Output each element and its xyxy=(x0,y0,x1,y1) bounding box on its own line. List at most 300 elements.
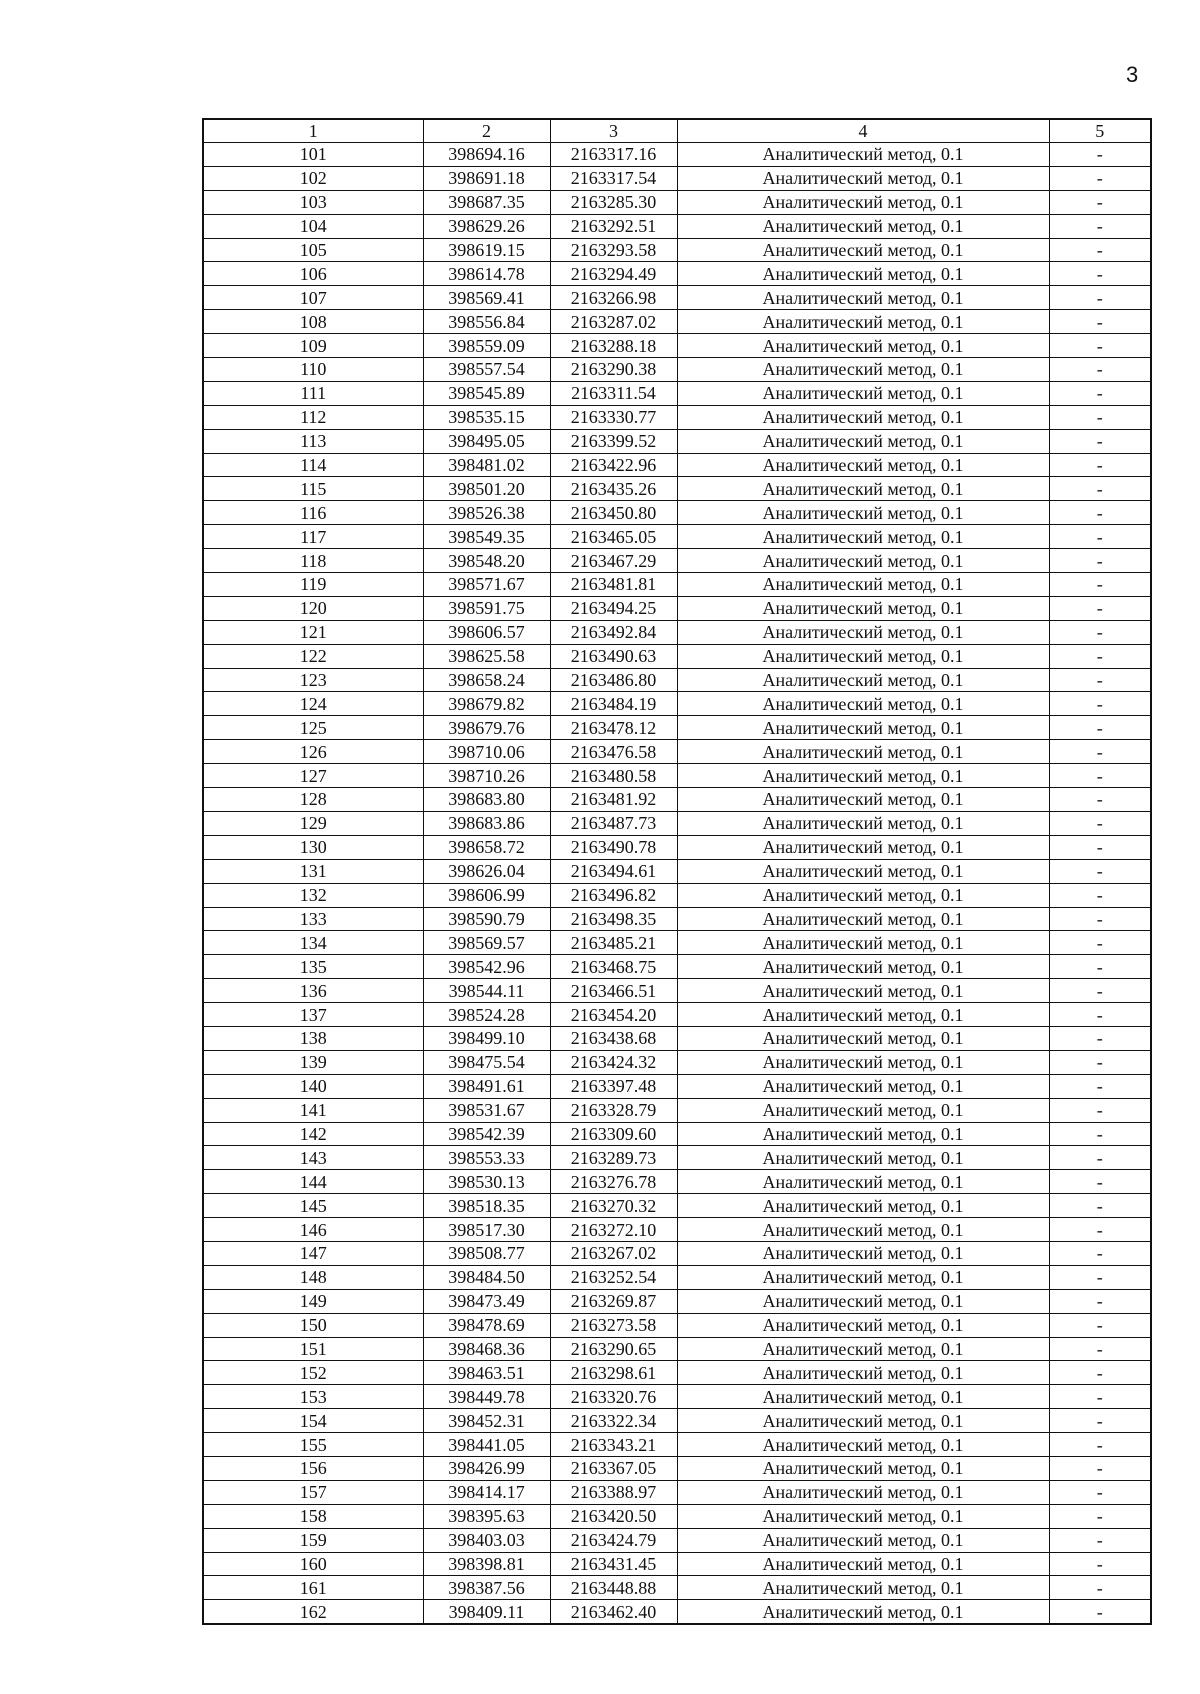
point-number-cell: 115 xyxy=(203,477,423,501)
table-row xyxy=(203,596,1151,620)
x-coordinate-cell: 398387.56 xyxy=(423,1576,550,1600)
table-row xyxy=(203,1265,1151,1289)
table-row xyxy=(203,1433,1151,1457)
table-row xyxy=(203,692,1151,716)
y-coordinate-cell: 2163454.20 xyxy=(550,1003,677,1027)
x-coordinate-cell: 398481.02 xyxy=(423,453,550,477)
note-cell: - xyxy=(1049,429,1151,453)
table-row xyxy=(203,501,1151,525)
x-coordinate-cell: 398484.50 xyxy=(423,1265,550,1289)
point-number-cell: 111 xyxy=(203,381,423,405)
x-coordinate-cell: 398549.35 xyxy=(423,525,550,549)
y-coordinate-cell: 2163450.80 xyxy=(550,501,677,525)
point-number-cell: 132 xyxy=(203,883,423,907)
x-coordinate-cell: 398473.49 xyxy=(423,1289,550,1313)
x-coordinate-cell: 398409.11 xyxy=(423,1600,550,1624)
note-cell: - xyxy=(1049,1456,1151,1480)
method-cell: Аналитический метод, 0.1 xyxy=(677,1504,1049,1528)
x-coordinate-cell: 398606.99 xyxy=(423,883,550,907)
table-row xyxy=(203,811,1151,835)
method-cell: Аналитический метод, 0.1 xyxy=(677,644,1049,668)
note-cell: - xyxy=(1049,979,1151,1003)
method-cell: Аналитический метод, 0.1 xyxy=(677,1600,1049,1624)
point-number-cell: 155 xyxy=(203,1433,423,1457)
table-row xyxy=(203,190,1151,214)
y-coordinate-cell: 2163424.32 xyxy=(550,1050,677,1074)
method-cell: Аналитический метод, 0.1 xyxy=(677,764,1049,788)
table-row xyxy=(203,477,1151,501)
x-coordinate-cell: 398553.33 xyxy=(423,1146,550,1170)
y-coordinate-cell: 2163467.29 xyxy=(550,549,677,573)
method-cell: Аналитический метод, 0.1 xyxy=(677,716,1049,740)
method-cell: Аналитический метод, 0.1 xyxy=(677,1456,1049,1480)
method-cell: Аналитический метод, 0.1 xyxy=(677,835,1049,859)
method-cell: Аналитический метод, 0.1 xyxy=(677,1528,1049,1552)
note-cell: - xyxy=(1049,859,1151,883)
method-cell: Аналитический метод, 0.1 xyxy=(677,166,1049,190)
note-cell: - xyxy=(1049,668,1151,692)
y-coordinate-cell: 2163388.97 xyxy=(550,1480,677,1504)
y-coordinate-cell: 2163468.75 xyxy=(550,955,677,979)
y-coordinate-cell: 2163285.30 xyxy=(550,190,677,214)
y-coordinate-cell: 2163289.73 xyxy=(550,1146,677,1170)
table-row xyxy=(203,1480,1151,1504)
method-cell: Аналитический метод, 0.1 xyxy=(677,740,1049,764)
y-coordinate-cell: 2163496.82 xyxy=(550,883,677,907)
x-coordinate-cell: 398687.35 xyxy=(423,190,550,214)
table-row xyxy=(203,1218,1151,1242)
x-coordinate-cell: 398535.15 xyxy=(423,405,550,429)
point-number-cell: 147 xyxy=(203,1241,423,1265)
method-cell: Аналитический метод, 0.1 xyxy=(677,549,1049,573)
point-number-cell: 160 xyxy=(203,1552,423,1576)
note-cell: - xyxy=(1049,1241,1151,1265)
point-number-cell: 104 xyxy=(203,214,423,238)
y-coordinate-cell: 2163438.68 xyxy=(550,1026,677,1050)
point-number-cell: 120 xyxy=(203,596,423,620)
table-body xyxy=(203,143,1151,1625)
note-cell: - xyxy=(1049,1528,1151,1552)
method-cell: Аналитический метод, 0.1 xyxy=(677,955,1049,979)
method-cell: Аналитический метод, 0.1 xyxy=(677,668,1049,692)
method-cell: Аналитический метод, 0.1 xyxy=(677,358,1049,382)
note-cell: - xyxy=(1049,931,1151,955)
point-number-cell: 101 xyxy=(203,143,423,167)
note-cell: - xyxy=(1049,143,1151,167)
point-number-cell: 131 xyxy=(203,859,423,883)
x-coordinate-cell: 398395.63 xyxy=(423,1504,550,1528)
y-coordinate-cell: 2163476.58 xyxy=(550,740,677,764)
note-cell: - xyxy=(1049,166,1151,190)
note-cell: - xyxy=(1049,262,1151,286)
x-coordinate-cell: 398495.05 xyxy=(423,429,550,453)
x-coordinate-cell: 398468.36 xyxy=(423,1337,550,1361)
y-coordinate-cell: 2163367.05 xyxy=(550,1456,677,1480)
table-row xyxy=(203,143,1151,167)
x-coordinate-cell: 398571.67 xyxy=(423,573,550,597)
table-row xyxy=(203,1600,1151,1624)
table-row xyxy=(203,405,1151,429)
table-row xyxy=(203,262,1151,286)
x-coordinate-cell: 398626.04 xyxy=(423,859,550,883)
table-row xyxy=(203,668,1151,692)
note-cell: - xyxy=(1049,1433,1151,1457)
x-coordinate-cell: 398591.75 xyxy=(423,596,550,620)
table-row xyxy=(203,931,1151,955)
y-coordinate-cell: 2163317.16 xyxy=(550,143,677,167)
x-coordinate-cell: 398441.05 xyxy=(423,1433,550,1457)
point-number-cell: 123 xyxy=(203,668,423,692)
note-cell: - xyxy=(1049,1600,1151,1624)
x-coordinate-cell: 398531.67 xyxy=(423,1098,550,1122)
method-cell: Аналитический метод, 0.1 xyxy=(677,334,1049,358)
y-coordinate-cell: 2163290.65 xyxy=(550,1337,677,1361)
table-row xyxy=(203,1122,1151,1146)
y-coordinate-cell: 2163490.78 xyxy=(550,835,677,859)
method-cell: Аналитический метод, 0.1 xyxy=(677,979,1049,1003)
note-cell: - xyxy=(1049,644,1151,668)
table-row xyxy=(203,1576,1151,1600)
y-coordinate-cell: 2163397.48 xyxy=(550,1074,677,1098)
point-number-cell: 143 xyxy=(203,1146,423,1170)
x-coordinate-cell: 398508.77 xyxy=(423,1241,550,1265)
table-row xyxy=(203,1050,1151,1074)
table-row xyxy=(203,1241,1151,1265)
note-cell: - xyxy=(1049,214,1151,238)
method-cell: Аналитический метод, 0.1 xyxy=(677,1194,1049,1218)
y-coordinate-cell: 2163481.92 xyxy=(550,788,677,812)
y-coordinate-cell: 2163252.54 xyxy=(550,1265,677,1289)
table-row xyxy=(203,764,1151,788)
x-coordinate-cell: 398501.20 xyxy=(423,477,550,501)
point-number-cell: 136 xyxy=(203,979,423,1003)
table-row xyxy=(203,238,1151,262)
table-row xyxy=(203,214,1151,238)
y-coordinate-cell: 2163298.61 xyxy=(550,1361,677,1385)
x-coordinate-cell: 398542.39 xyxy=(423,1122,550,1146)
point-number-cell: 146 xyxy=(203,1218,423,1242)
method-cell: Аналитический метод, 0.1 xyxy=(677,1074,1049,1098)
note-cell: - xyxy=(1049,907,1151,931)
point-number-cell: 121 xyxy=(203,620,423,644)
note-cell: - xyxy=(1049,764,1151,788)
x-coordinate-cell: 398679.82 xyxy=(423,692,550,716)
note-cell: - xyxy=(1049,525,1151,549)
method-cell: Аналитический метод, 0.1 xyxy=(677,1122,1049,1146)
table-row xyxy=(203,1289,1151,1313)
point-number-cell: 103 xyxy=(203,190,423,214)
y-coordinate-cell: 2163273.58 xyxy=(550,1313,677,1337)
point-number-cell: 135 xyxy=(203,955,423,979)
method-cell: Аналитический метод, 0.1 xyxy=(677,1170,1049,1194)
table-row xyxy=(203,1409,1151,1433)
note-cell: - xyxy=(1049,238,1151,262)
method-cell: Аналитический метод, 0.1 xyxy=(677,190,1049,214)
y-coordinate-cell: 2163422.96 xyxy=(550,453,677,477)
method-cell: Аналитический метод, 0.1 xyxy=(677,1313,1049,1337)
y-coordinate-cell: 2163311.54 xyxy=(550,381,677,405)
note-cell: - xyxy=(1049,883,1151,907)
x-coordinate-cell: 398569.57 xyxy=(423,931,550,955)
table-row xyxy=(203,644,1151,668)
note-cell: - xyxy=(1049,1218,1151,1242)
method-cell: Аналитический метод, 0.1 xyxy=(677,573,1049,597)
method-cell: Аналитический метод, 0.1 xyxy=(677,1480,1049,1504)
point-number-cell: 129 xyxy=(203,811,423,835)
point-number-cell: 134 xyxy=(203,931,423,955)
note-cell: - xyxy=(1049,740,1151,764)
table-row xyxy=(203,1003,1151,1027)
note-cell: - xyxy=(1049,1146,1151,1170)
table-row xyxy=(203,310,1151,334)
note-cell: - xyxy=(1049,1576,1151,1600)
x-coordinate-cell: 398614.78 xyxy=(423,262,550,286)
point-number-cell: 139 xyxy=(203,1050,423,1074)
point-number-cell: 119 xyxy=(203,573,423,597)
table-row xyxy=(203,358,1151,382)
point-number-cell: 152 xyxy=(203,1361,423,1385)
point-number-cell: 107 xyxy=(203,286,423,310)
table-row xyxy=(203,1074,1151,1098)
note-cell: - xyxy=(1049,286,1151,310)
point-number-cell: 118 xyxy=(203,549,423,573)
table-row xyxy=(203,1337,1151,1361)
point-number-cell: 141 xyxy=(203,1098,423,1122)
point-number-cell: 142 xyxy=(203,1122,423,1146)
note-cell: - xyxy=(1049,788,1151,812)
method-cell: Аналитический метод, 0.1 xyxy=(677,788,1049,812)
table-row xyxy=(203,955,1151,979)
point-number-cell: 161 xyxy=(203,1576,423,1600)
note-cell: - xyxy=(1049,310,1151,334)
method-cell: Аналитический метод, 0.1 xyxy=(677,525,1049,549)
column-header: 5 xyxy=(1049,119,1151,143)
method-cell: Аналитический метод, 0.1 xyxy=(677,381,1049,405)
y-coordinate-cell: 2163466.51 xyxy=(550,979,677,1003)
point-number-cell: 138 xyxy=(203,1026,423,1050)
table-row xyxy=(203,1170,1151,1194)
x-coordinate-cell: 398710.26 xyxy=(423,764,550,788)
note-cell: - xyxy=(1049,405,1151,429)
y-coordinate-cell: 2163424.79 xyxy=(550,1528,677,1552)
note-cell: - xyxy=(1049,381,1151,405)
note-cell: - xyxy=(1049,716,1151,740)
note-cell: - xyxy=(1049,620,1151,644)
table-row xyxy=(203,1504,1151,1528)
method-cell: Аналитический метод, 0.1 xyxy=(677,1409,1049,1433)
point-number-cell: 156 xyxy=(203,1456,423,1480)
point-number-cell: 116 xyxy=(203,501,423,525)
y-coordinate-cell: 2163292.51 xyxy=(550,214,677,238)
note-cell: - xyxy=(1049,334,1151,358)
point-number-cell: 127 xyxy=(203,764,423,788)
x-coordinate-cell: 398491.61 xyxy=(423,1074,550,1098)
y-coordinate-cell: 2163294.49 xyxy=(550,262,677,286)
x-coordinate-cell: 398403.03 xyxy=(423,1528,550,1552)
x-coordinate-cell: 398414.17 xyxy=(423,1480,550,1504)
note-cell: - xyxy=(1049,573,1151,597)
point-number-cell: 133 xyxy=(203,907,423,931)
x-coordinate-cell: 398557.54 xyxy=(423,358,550,382)
method-cell: Аналитический метод, 0.1 xyxy=(677,453,1049,477)
y-coordinate-cell: 2163287.02 xyxy=(550,310,677,334)
y-coordinate-cell: 2163492.84 xyxy=(550,620,677,644)
y-coordinate-cell: 2163309.60 xyxy=(550,1122,677,1146)
x-coordinate-cell: 398569.41 xyxy=(423,286,550,310)
method-cell: Аналитический метод, 0.1 xyxy=(677,620,1049,644)
note-cell: - xyxy=(1049,549,1151,573)
method-cell: Аналитический метод, 0.1 xyxy=(677,1218,1049,1242)
point-number-cell: 150 xyxy=(203,1313,423,1337)
note-cell: - xyxy=(1049,1265,1151,1289)
x-coordinate-cell: 398556.84 xyxy=(423,310,550,334)
x-coordinate-cell: 398694.16 xyxy=(423,143,550,167)
y-coordinate-cell: 2163343.21 xyxy=(550,1433,677,1457)
table-row xyxy=(203,620,1151,644)
x-coordinate-cell: 398710.06 xyxy=(423,740,550,764)
x-coordinate-cell: 398452.31 xyxy=(423,1409,550,1433)
note-cell: - xyxy=(1049,477,1151,501)
x-coordinate-cell: 398590.79 xyxy=(423,907,550,931)
y-coordinate-cell: 2163288.18 xyxy=(550,334,677,358)
method-cell: Аналитический метод, 0.1 xyxy=(677,1385,1049,1409)
point-number-cell: 151 xyxy=(203,1337,423,1361)
note-cell: - xyxy=(1049,692,1151,716)
point-number-cell: 154 xyxy=(203,1409,423,1433)
method-cell: Аналитический метод, 0.1 xyxy=(677,931,1049,955)
point-number-cell: 153 xyxy=(203,1385,423,1409)
table-row xyxy=(203,740,1151,764)
x-coordinate-cell: 398658.24 xyxy=(423,668,550,692)
x-coordinate-cell: 398683.86 xyxy=(423,811,550,835)
x-coordinate-cell: 398629.26 xyxy=(423,214,550,238)
point-number-cell: 112 xyxy=(203,405,423,429)
table-row xyxy=(203,979,1151,1003)
method-cell: Аналитический метод, 0.1 xyxy=(677,262,1049,286)
point-number-cell: 109 xyxy=(203,334,423,358)
y-coordinate-cell: 2163462.40 xyxy=(550,1600,677,1624)
point-number-cell: 102 xyxy=(203,166,423,190)
method-cell: Аналитический метод, 0.1 xyxy=(677,501,1049,525)
note-cell: - xyxy=(1049,596,1151,620)
method-cell: Аналитический метод, 0.1 xyxy=(677,214,1049,238)
method-cell: Аналитический метод, 0.1 xyxy=(677,596,1049,620)
x-coordinate-cell: 398449.78 xyxy=(423,1385,550,1409)
method-cell: Аналитический метод, 0.1 xyxy=(677,1050,1049,1074)
table-row xyxy=(203,573,1151,597)
y-coordinate-cell: 2163328.79 xyxy=(550,1098,677,1122)
y-coordinate-cell: 2163494.61 xyxy=(550,859,677,883)
point-number-cell: 114 xyxy=(203,453,423,477)
point-number-cell: 108 xyxy=(203,310,423,334)
note-cell: - xyxy=(1049,1122,1151,1146)
column-header: 4 xyxy=(677,119,1049,143)
y-coordinate-cell: 2163478.12 xyxy=(550,716,677,740)
point-number-cell: 113 xyxy=(203,429,423,453)
table-row xyxy=(203,1385,1151,1409)
y-coordinate-cell: 2163431.45 xyxy=(550,1552,677,1576)
column-header: 3 xyxy=(550,119,677,143)
y-coordinate-cell: 2163435.26 xyxy=(550,477,677,501)
x-coordinate-cell: 398679.76 xyxy=(423,716,550,740)
table-row xyxy=(203,1528,1151,1552)
y-coordinate-cell: 2163420.50 xyxy=(550,1504,677,1528)
note-cell: - xyxy=(1049,1003,1151,1027)
y-coordinate-cell: 2163465.05 xyxy=(550,525,677,549)
point-number-cell: 105 xyxy=(203,238,423,262)
method-cell: Аналитический метод, 0.1 xyxy=(677,811,1049,835)
note-cell: - xyxy=(1049,1504,1151,1528)
table-row xyxy=(203,166,1151,190)
y-coordinate-cell: 2163485.21 xyxy=(550,931,677,955)
point-number-cell: 110 xyxy=(203,358,423,382)
table-row xyxy=(203,1313,1151,1337)
x-coordinate-cell: 398619.15 xyxy=(423,238,550,262)
y-coordinate-cell: 2163270.32 xyxy=(550,1194,677,1218)
note-cell: - xyxy=(1049,1552,1151,1576)
table-header-row xyxy=(203,119,1151,143)
y-coordinate-cell: 2163481.81 xyxy=(550,573,677,597)
note-cell: - xyxy=(1049,1480,1151,1504)
point-number-cell: 125 xyxy=(203,716,423,740)
note-cell: - xyxy=(1049,1337,1151,1361)
point-number-cell: 128 xyxy=(203,788,423,812)
x-coordinate-cell: 398499.10 xyxy=(423,1026,550,1050)
x-coordinate-cell: 398625.58 xyxy=(423,644,550,668)
table-row xyxy=(203,1098,1151,1122)
x-coordinate-cell: 398475.54 xyxy=(423,1050,550,1074)
note-cell: - xyxy=(1049,1170,1151,1194)
x-coordinate-cell: 398518.35 xyxy=(423,1194,550,1218)
y-coordinate-cell: 2163276.78 xyxy=(550,1170,677,1194)
method-cell: Аналитический метод, 0.1 xyxy=(677,429,1049,453)
note-cell: - xyxy=(1049,453,1151,477)
table-row xyxy=(203,286,1151,310)
table-row xyxy=(203,835,1151,859)
y-coordinate-cell: 2163290.38 xyxy=(550,358,677,382)
method-cell: Аналитический метод, 0.1 xyxy=(677,1003,1049,1027)
method-cell: Аналитический метод, 0.1 xyxy=(677,310,1049,334)
note-cell: - xyxy=(1049,1313,1151,1337)
table-row xyxy=(203,1456,1151,1480)
method-cell: Аналитический метод, 0.1 xyxy=(677,286,1049,310)
y-coordinate-cell: 2163266.98 xyxy=(550,286,677,310)
table-row xyxy=(203,381,1151,405)
table-row xyxy=(203,334,1151,358)
x-coordinate-cell: 398526.38 xyxy=(423,501,550,525)
y-coordinate-cell: 2163320.76 xyxy=(550,1385,677,1409)
y-coordinate-cell: 2163498.35 xyxy=(550,907,677,931)
x-coordinate-cell: 398517.30 xyxy=(423,1218,550,1242)
y-coordinate-cell: 2163399.52 xyxy=(550,429,677,453)
table-row xyxy=(203,1194,1151,1218)
method-cell: Аналитический метод, 0.1 xyxy=(677,907,1049,931)
y-coordinate-cell: 2163330.77 xyxy=(550,405,677,429)
x-coordinate-cell: 398548.20 xyxy=(423,549,550,573)
x-coordinate-cell: 398542.96 xyxy=(423,955,550,979)
point-number-cell: 117 xyxy=(203,525,423,549)
method-cell: Аналитический метод, 0.1 xyxy=(677,883,1049,907)
method-cell: Аналитический метод, 0.1 xyxy=(677,477,1049,501)
point-number-cell: 137 xyxy=(203,1003,423,1027)
table-row xyxy=(203,883,1151,907)
y-coordinate-cell: 2163267.02 xyxy=(550,1241,677,1265)
y-coordinate-cell: 2163272.10 xyxy=(550,1218,677,1242)
y-coordinate-cell: 2163480.58 xyxy=(550,764,677,788)
method-cell: Аналитический метод, 0.1 xyxy=(677,1552,1049,1576)
method-cell: Аналитический метод, 0.1 xyxy=(677,859,1049,883)
point-number-cell: 148 xyxy=(203,1265,423,1289)
